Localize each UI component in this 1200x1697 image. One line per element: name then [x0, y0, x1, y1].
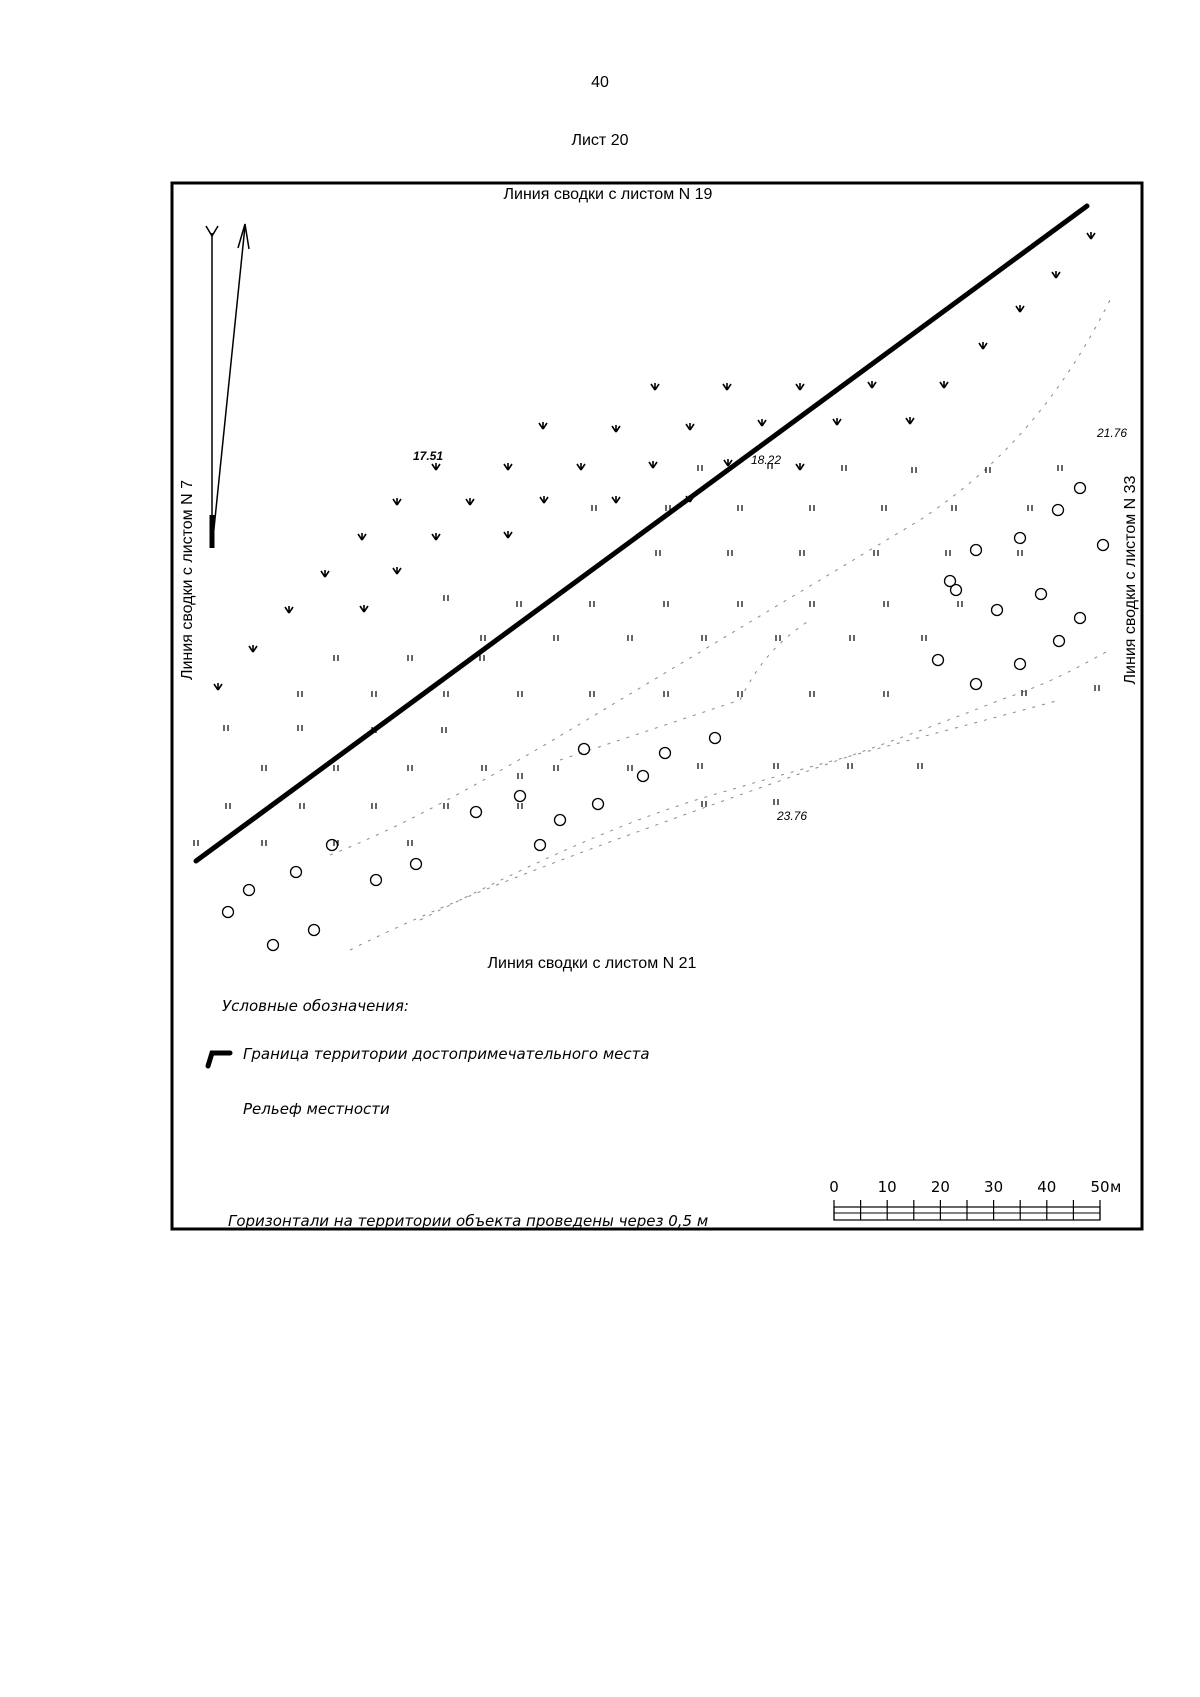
grass-icon — [249, 645, 257, 652]
shrub-circle-icon — [291, 867, 302, 878]
elevation-label: 17.51 — [413, 449, 444, 463]
grass-icon — [432, 533, 440, 540]
grass-icon — [723, 383, 731, 390]
meadow-icon — [800, 550, 804, 556]
meadow-icon — [810, 601, 814, 607]
grass-icon — [1052, 271, 1060, 278]
shrub-circle-icon — [971, 545, 982, 556]
legend-title: Условные обозначения: — [222, 997, 409, 1015]
shrub-circle-icon — [1098, 540, 1109, 551]
meadow-icon — [334, 765, 338, 771]
grass-icon — [504, 531, 512, 538]
grass-icon — [540, 496, 548, 503]
scale-tick-label: 0 — [829, 1178, 839, 1196]
meadow-icon — [776, 635, 780, 641]
contour-lines — [330, 300, 1110, 950]
meadow-icon — [298, 725, 302, 731]
shrub-circle-icon — [244, 885, 255, 896]
grass-icon — [321, 570, 329, 577]
meadow-icon — [848, 763, 852, 769]
territory-boundary-line — [196, 206, 1087, 861]
merge-label-top: Линия сводки с листом N 19 — [503, 186, 713, 203]
meadow-icon — [592, 505, 596, 511]
meadow-icon — [262, 765, 266, 771]
map-symbols — [194, 232, 1109, 951]
meadow-icon — [958, 601, 962, 607]
meadow-icon — [1028, 505, 1032, 511]
meadow-icon — [664, 601, 668, 607]
meadow-icon — [698, 465, 702, 471]
meadow-icon — [698, 763, 702, 769]
shrub-circle-icon — [471, 807, 482, 818]
grass-icon — [649, 461, 657, 468]
meadow-icon — [628, 765, 632, 771]
page-number: 40 — [591, 74, 609, 91]
meadow-icon — [408, 655, 412, 661]
meadow-icon — [946, 550, 950, 556]
meadow-icon — [300, 803, 304, 809]
meadow-icon — [810, 691, 814, 697]
merge-label-left: Линия сводки с листом N 7 — [179, 479, 196, 681]
shrub-circle-icon — [555, 815, 566, 826]
scale-tick-label: 30 — [984, 1178, 1004, 1196]
meadow-icon — [850, 635, 854, 641]
grass-icon — [686, 423, 694, 430]
shrub-circle-icon — [945, 576, 956, 587]
grass-icon — [358, 533, 366, 540]
scale-tick-label: 40 — [1037, 1178, 1057, 1196]
merge-label-bottom: Линия сводки с листом N 21 — [487, 955, 697, 972]
meadow-icon — [226, 803, 230, 809]
boundary-line-icon — [208, 1053, 230, 1066]
meadow-icon — [952, 505, 956, 511]
shrub-circle-icon — [579, 744, 590, 755]
shrub-circle-icon — [1015, 659, 1026, 670]
scale-tick-label: 20 — [930, 1178, 950, 1196]
shrub-circle-icon — [1053, 505, 1064, 516]
footnote: Горизонтали на территории объекта проведены через 0,5 м — [228, 1212, 709, 1230]
meadow-icon — [518, 773, 522, 779]
meadow-icon — [554, 765, 558, 771]
elevation-label: 18.22 — [751, 453, 782, 467]
grass-icon — [1087, 232, 1095, 239]
grass-icon — [393, 567, 401, 574]
shrub-circle-icon — [1075, 613, 1086, 624]
grass-icon — [1016, 305, 1024, 312]
grass-icon — [833, 418, 841, 425]
grass-icon — [868, 381, 876, 388]
meadow-icon — [1018, 550, 1022, 556]
meadow-icon — [986, 467, 990, 473]
meadow-icon — [912, 467, 916, 473]
shrub-circle-icon — [268, 940, 279, 951]
meadow-icon — [444, 803, 448, 809]
merge-label-right: Линия сводки с листом N 33 — [1122, 475, 1139, 685]
meadow-icon — [884, 601, 888, 607]
shrub-circle-icon — [1054, 636, 1065, 647]
grass-icon — [979, 342, 987, 349]
meadow-icon — [444, 595, 448, 601]
grass-icon — [940, 381, 948, 388]
meadow-icon — [554, 635, 558, 641]
shrub-circle-icon — [933, 655, 944, 666]
meadow-icon — [518, 691, 522, 697]
shrub-circle-icon — [371, 875, 382, 886]
meadow-icon — [666, 505, 670, 511]
meadow-icon — [298, 691, 302, 697]
meadow-icon — [444, 691, 448, 697]
shrub-circle-icon — [660, 748, 671, 759]
meadow-icon — [482, 765, 486, 771]
grass-icon — [539, 422, 547, 429]
shrub-circle-icon — [309, 925, 320, 936]
meadow-icon — [922, 635, 926, 641]
grass-icon — [285, 606, 293, 613]
grass-icon — [758, 419, 766, 426]
legend-item-boundary: Граница территории достопримечательного места — [243, 1045, 650, 1063]
shrub-circle-icon — [535, 840, 546, 851]
meadow-icon — [1095, 685, 1099, 691]
meadow-icon — [702, 635, 706, 641]
scale-tick-label: 10 — [877, 1178, 897, 1196]
meadow-icon — [738, 505, 742, 511]
grass-icon — [796, 383, 804, 390]
meadow-icon — [810, 505, 814, 511]
meadow-icon — [728, 550, 732, 556]
meadow-icon — [628, 635, 632, 641]
meadow-icon — [738, 601, 742, 607]
grass-icon — [466, 498, 474, 505]
grass-icon — [577, 463, 585, 470]
meadow-icon — [1058, 465, 1062, 471]
meadow-icon — [334, 655, 338, 661]
shrub-circle-icon — [638, 771, 649, 782]
meadow-icon — [842, 465, 846, 471]
grass-icon — [504, 463, 512, 470]
map-frame — [172, 183, 1142, 1229]
meadow-icon — [774, 763, 778, 769]
meadow-icon — [664, 691, 668, 697]
meadow-icon — [408, 765, 412, 771]
scale-bar — [829, 1178, 1121, 1220]
elevation-label: 21.76 — [1097, 426, 1128, 440]
meadow-icon — [882, 505, 886, 511]
grass-icon — [906, 417, 914, 424]
meadow-icon — [372, 691, 376, 697]
shrub-circle-icon — [1075, 483, 1086, 494]
shrub-circle-icon — [515, 791, 526, 802]
elevation-label: 23.76 — [777, 809, 808, 823]
meadow-icon — [918, 763, 922, 769]
meadow-icon — [518, 803, 522, 809]
meadow-icon — [194, 840, 198, 846]
legend-item-relief: Рельеф местности — [243, 1100, 390, 1118]
shrub-circle-icon — [710, 733, 721, 744]
meadow-icon — [480, 655, 484, 661]
north-arrow-icon — [206, 224, 249, 548]
sheet-title: Лист 20 — [571, 132, 629, 149]
shrub-circle-icon — [593, 799, 604, 810]
shrub-circle-icon — [971, 679, 982, 690]
meadow-icon — [262, 840, 266, 846]
meadow-icon — [874, 550, 878, 556]
meadow-icon — [517, 601, 521, 607]
meadow-icon — [774, 799, 778, 805]
grass-icon — [432, 463, 440, 470]
meadow-icon — [481, 635, 485, 641]
grass-icon — [651, 383, 659, 390]
shrub-circle-icon — [327, 840, 338, 851]
shrub-circle-icon — [223, 907, 234, 918]
meadow-icon — [372, 803, 376, 809]
meadow-icon — [590, 691, 594, 697]
shrub-circle-icon — [992, 605, 1003, 616]
grass-icon — [612, 496, 620, 503]
grass-icon — [214, 683, 222, 690]
grass-icon — [796, 463, 804, 470]
meadow-icon — [442, 727, 446, 733]
shrub-circle-icon — [411, 859, 422, 870]
meadow-icon — [884, 691, 888, 697]
meadow-icon — [224, 725, 228, 731]
meadow-icon — [738, 691, 742, 697]
scale-tick-label: 50 — [1090, 1178, 1110, 1196]
meadow-icon — [702, 801, 706, 807]
shrub-circle-icon — [1036, 589, 1047, 600]
shrub-circle-icon — [1015, 533, 1026, 544]
meadow-icon — [656, 550, 660, 556]
grass-icon — [360, 605, 368, 612]
grass-icon — [393, 498, 401, 505]
meadow-icon — [590, 601, 594, 607]
meadow-icon — [408, 840, 412, 846]
grass-icon — [612, 425, 620, 432]
scale-unit: м — [1110, 1178, 1122, 1196]
